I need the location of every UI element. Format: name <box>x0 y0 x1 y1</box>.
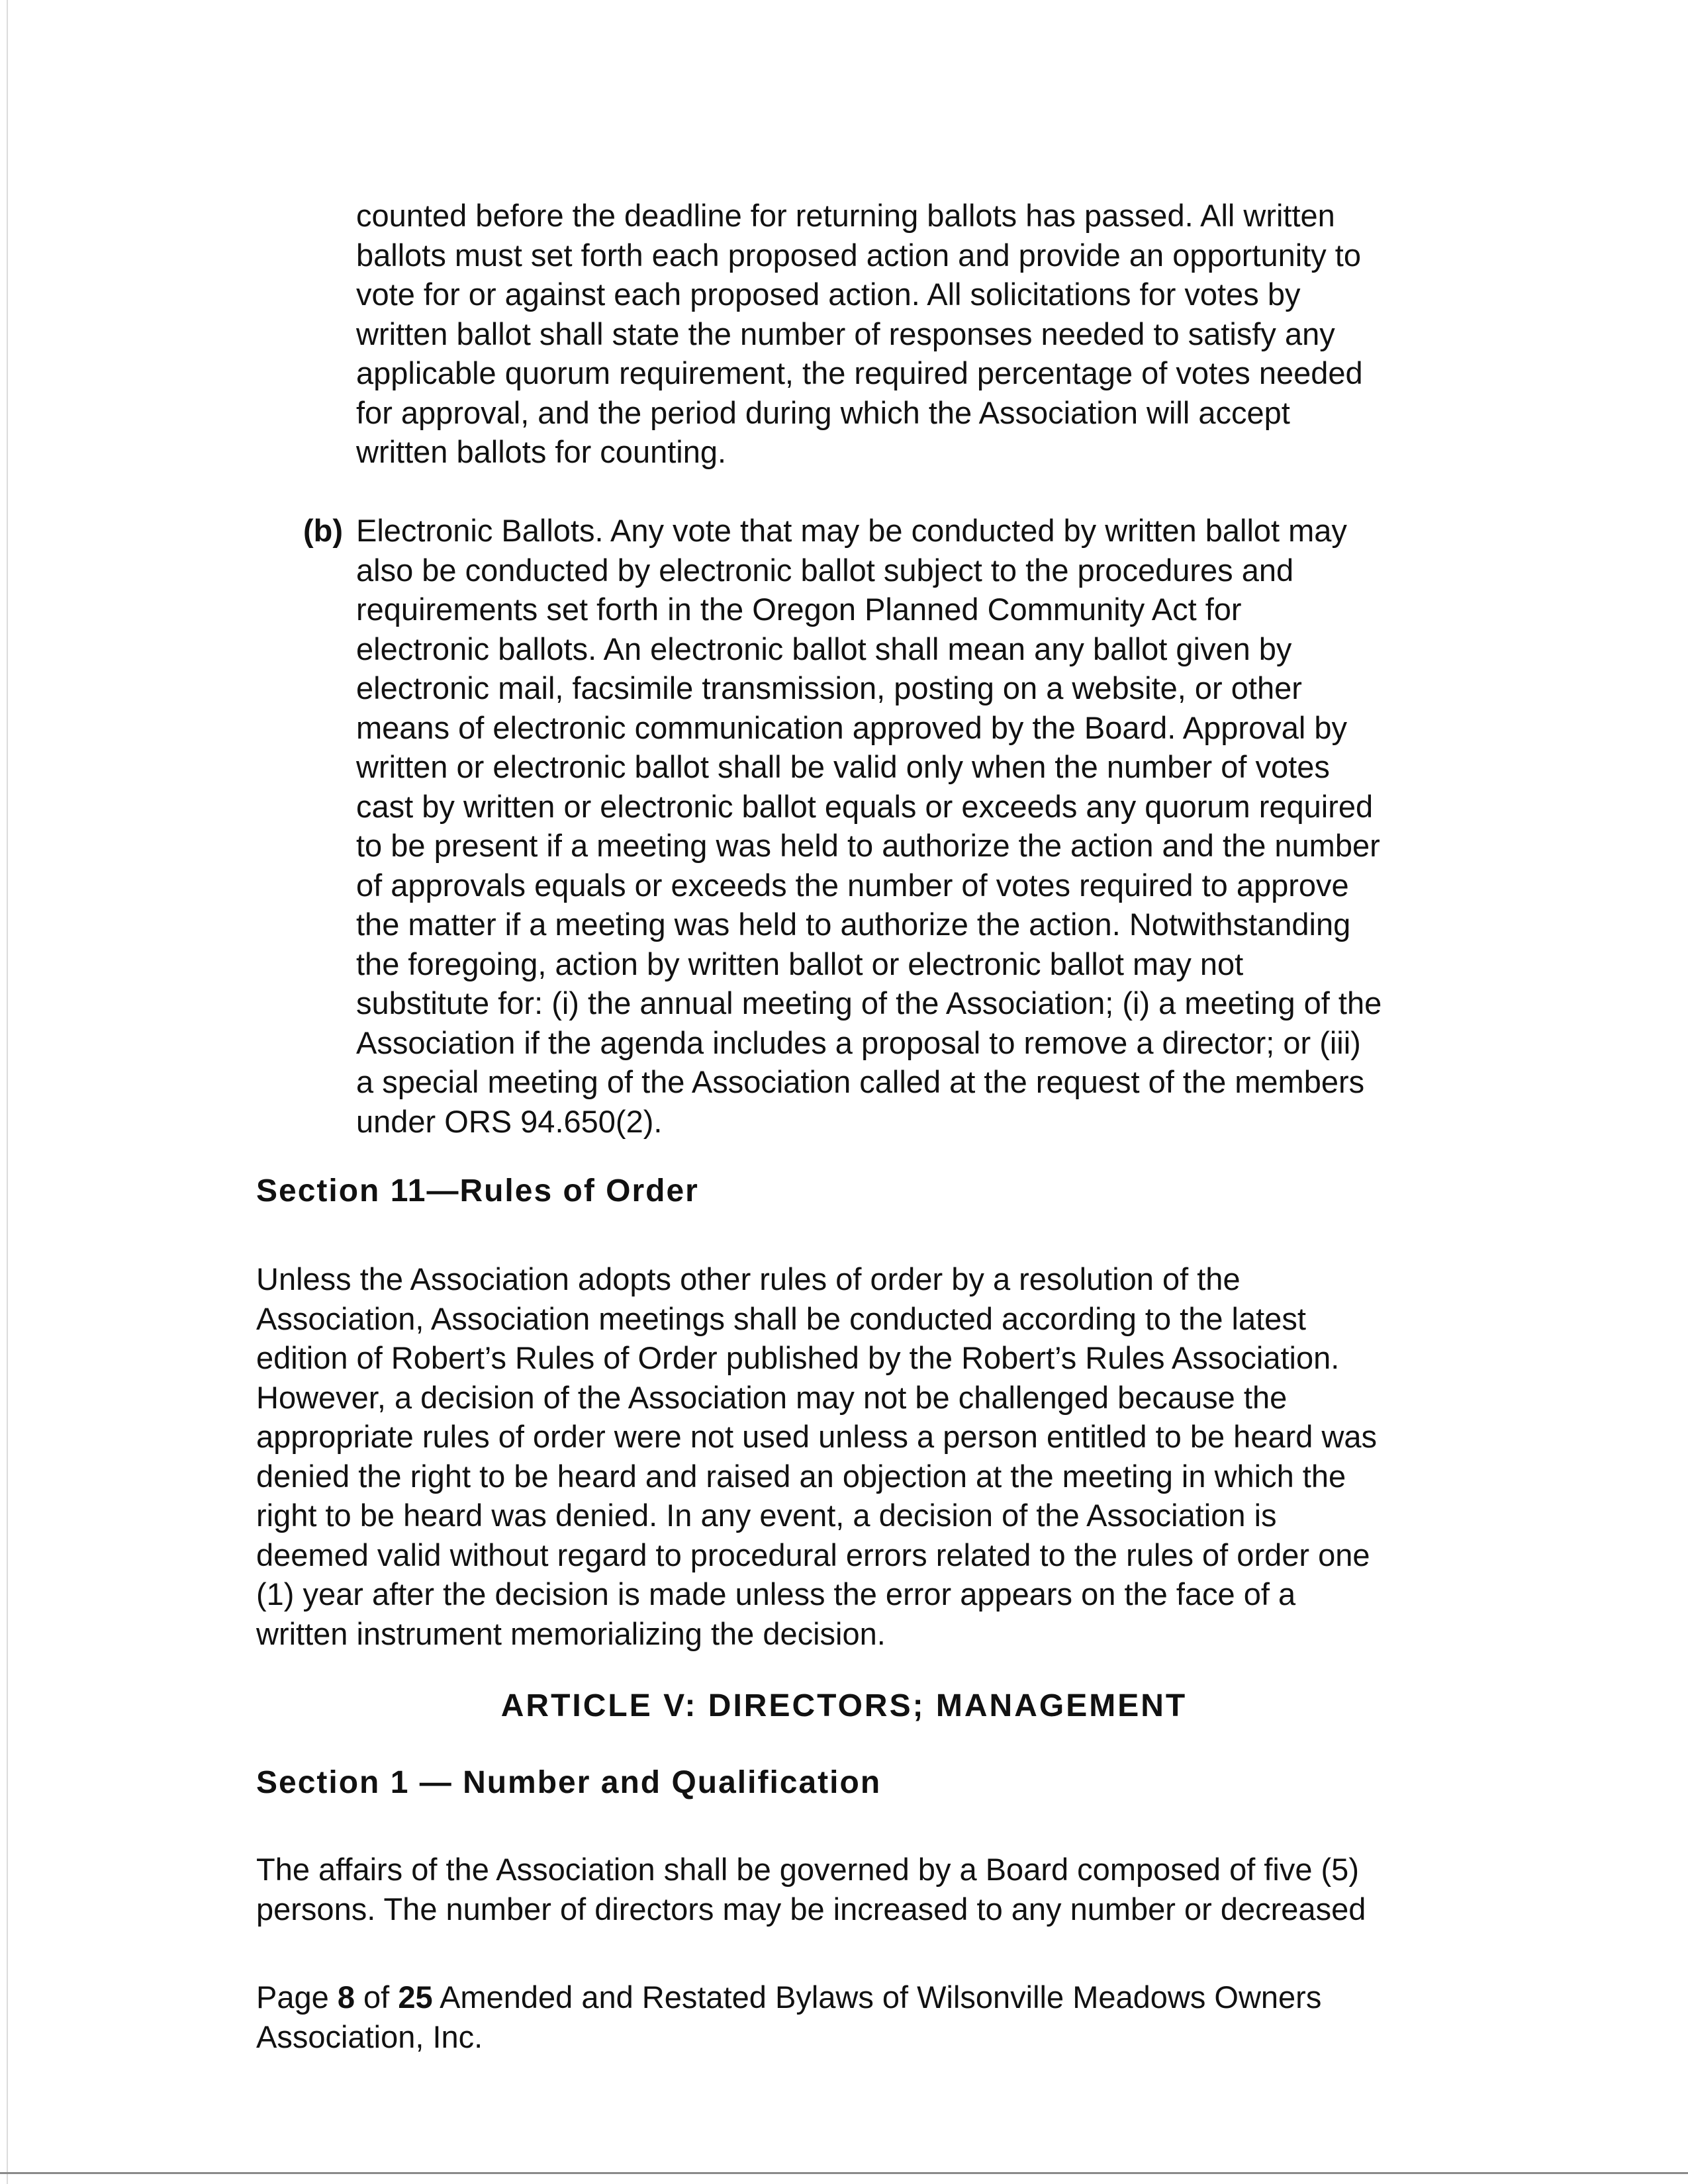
footer-page-number: 8 <box>337 1979 355 2015</box>
section-11-body: Unless the Association adopts other rules of order by a resolution of the Association, Association meetings shall be conducted according to the latest edition of Robert’s Rules of Order published by the Robert’s Rules Association. However, a decision of the Association may not be challenged because the appropriate rules of order were not used unless a person entitled to be heard was denied the right to be heard and raised an objection at the meeting in which the right to be heard was denied. In any event, a decision of the Association is deemed valid without regard to procedural errors related to the rules of order one (1) year after the decision is made unless the error appears on the face of a written instrument memorializing the decision. <box>256 1261 1378 1651</box>
item-b-electronic-ballots: Electronic Ballots. Any vote that may be conducted by written ballot may also be conducted by electronic ballot subject to the procedures and requirements set forth in the Oregon Planned Community Act for electronic ballots. An electronic ballot shall mean any ballot given by electronic mail, facsimile transmission, posting on a website, or other means of electronic communication approved by the Board. Approval by written or electronic ballot shall be valid only when the number of votes cast by written or electronic ballot equals or exceeds any quorum required to be present if a meeting was held to authorize the action and the number of approvals equals or exceeds the number of votes required to approve the matter if a meeting was held to authorize the action. Notwithstanding the foregoing, action by written ballot or electronic ballot may not substitute for: (i) the annual meeting of the Association; (i) a meeting of the Association if the agenda includes a proposal to remove a director; or (iii) a special meeting of the Association called at the request of the members under ORS 94.650(2). <box>356 513 1382 1139</box>
article-v-title: ARTICLE V: DIRECTORS; MANAGEMENT <box>500 1688 1188 1723</box>
scan-bottom-rule <box>0 2172 1688 2174</box>
scan-left-edge <box>7 0 8 2184</box>
footer-document-title: Amended and Restated Bylaws of Wilsonville Meadows Owners <box>440 1979 1322 2015</box>
continued-paragraph: counted before the deadline for returning ballots has passed. All written ballots must set forth each proposed action and provide an opportunity to vote for or against each proposed action. All solicitations for votes by written ballot shall state the number of responses needed to satisfy any applicable quorum requirement, the required percentage of votes needed for approval, and the period during which the Association will accept written ballots for counting. <box>356 198 1363 469</box>
item-b-label: (b) <box>303 513 344 548</box>
footer-page-label: Page <box>256 1979 329 2015</box>
footer-of-label: of <box>363 1979 390 2015</box>
section-11-heading: Section 11—Rules of Order <box>256 1173 699 1208</box>
footer-line-1 <box>256 1978 1554 2017</box>
footer-page-total: 25 <box>398 1979 433 2015</box>
section-1-body: The affairs of the Association shall be governed by a Board composed of five (5) persons. The number of directors may be increased to any number or decreased <box>256 1852 1366 1927</box>
section-1-heading: Section 1 — Number and Qualification <box>256 1765 882 1800</box>
footer-line-2: Association, Inc. <box>256 2019 483 2054</box>
item-b-marker <box>303 511 343 551</box>
page-footer <box>256 1978 1554 2056</box>
